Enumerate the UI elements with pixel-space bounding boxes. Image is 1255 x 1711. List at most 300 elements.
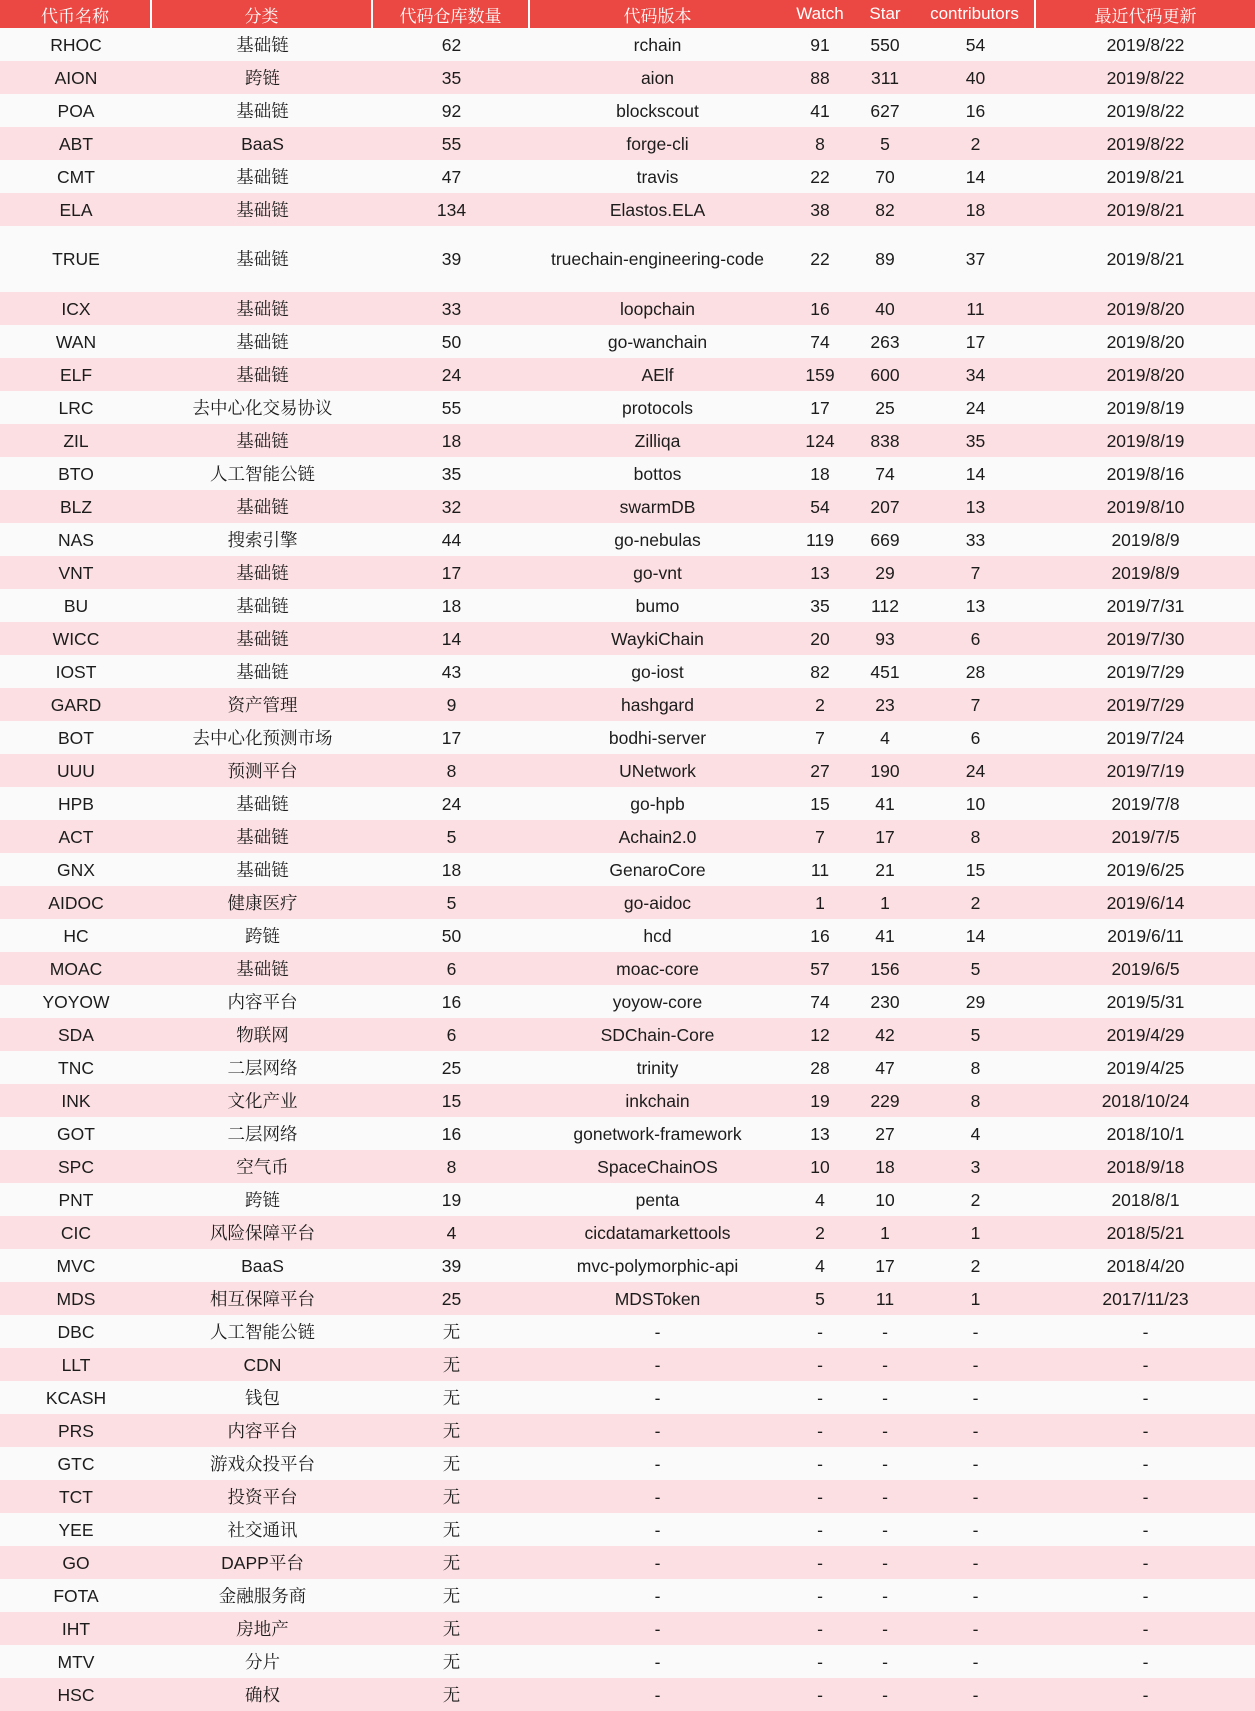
cell-contributors: - — [972, 1552, 979, 1573]
cell-repo-count: 18 — [441, 595, 462, 616]
cell-repo-count: 无 — [442, 1618, 461, 1639]
cell-repo-count: 43 — [441, 661, 462, 682]
cell-updated: 2019/8/20 — [1106, 298, 1185, 319]
cell-star: 47 — [875, 1057, 895, 1078]
cell-star: 40 — [875, 298, 895, 319]
cell-watch: 38 — [810, 199, 830, 220]
cell-repo-count: 25 — [441, 1057, 462, 1078]
cell-token: ZIL — [63, 430, 89, 451]
cell-category: 基础链 — [236, 562, 289, 583]
cell-repo-count: 无 — [442, 1552, 461, 1573]
column-header-watch: Watch — [796, 4, 844, 23]
cell-updated: 2019/8/9 — [1111, 562, 1180, 583]
cell-star: - — [882, 1453, 888, 1474]
cell-token: BLZ — [59, 496, 93, 517]
cell-contributors: 8 — [970, 1090, 981, 1111]
cell-contributors: 17 — [965, 331, 986, 352]
cell-repo-count: 14 — [441, 628, 462, 649]
cell-repo-count: 无 — [442, 1387, 461, 1408]
table-row — [0, 556, 1255, 589]
table-row — [0, 1381, 1255, 1414]
cell-star: - — [882, 1354, 888, 1375]
cell-token: YOYOW — [42, 991, 110, 1012]
cell-repo-count: 8 — [446, 1156, 457, 1177]
cell-repo-name: Achain2.0 — [618, 826, 697, 847]
cell-repo-count: 无 — [442, 1354, 461, 1375]
cell-repo-name: - — [654, 1486, 661, 1507]
cell-star: 25 — [875, 397, 895, 418]
cell-repo-name: - — [654, 1453, 661, 1474]
cell-repo-count: 62 — [441, 34, 462, 55]
cell-token: MDS — [56, 1288, 96, 1309]
table-row — [0, 754, 1255, 787]
cell-watch: 16 — [810, 925, 830, 946]
cell-repo-count: 33 — [441, 298, 462, 319]
cell-watch: 13 — [810, 562, 830, 583]
cell-contributors: - — [972, 1321, 979, 1342]
cell-repo-count: 92 — [441, 100, 462, 121]
cell-repo-name: mvc-polymorphic-api — [576, 1255, 739, 1276]
cell-updated: 2018/5/21 — [1106, 1222, 1185, 1243]
cell-star: - — [882, 1585, 888, 1606]
cell-repo-count: 5 — [446, 892, 457, 913]
column-header-category: 分类 — [152, 0, 373, 28]
cell-repo-name: hcd — [643, 925, 672, 946]
cell-updated: - — [1142, 1519, 1149, 1540]
cell-repo-count: 无 — [442, 1651, 461, 1672]
cell-watch: 19 — [810, 1090, 830, 1111]
cell-repo-name: AElf — [641, 364, 674, 385]
cell-contributors: 18 — [965, 199, 986, 220]
cell-token: TNC — [58, 1057, 94, 1078]
cell-star: 1 — [880, 892, 890, 913]
cell-category: 投资平台 — [227, 1486, 298, 1507]
cell-watch: 27 — [810, 760, 830, 781]
table-row — [0, 820, 1255, 853]
cell-token: KCASH — [45, 1387, 107, 1408]
cell-repo-name: loopchain — [620, 298, 695, 319]
cell-updated: 2019/7/30 — [1106, 628, 1185, 649]
table-row — [0, 325, 1255, 358]
cell-watch: 54 — [810, 496, 830, 517]
cell-repo-name: penta — [635, 1189, 680, 1210]
cell-contributors: 33 — [965, 529, 986, 550]
cell-category: 基础链 — [236, 331, 289, 352]
cell-contributors: 1 — [970, 1222, 981, 1243]
table-row — [0, 61, 1255, 94]
table-row — [0, 391, 1255, 424]
cell-token: IOST — [55, 661, 97, 682]
cell-updated: - — [1142, 1321, 1149, 1342]
cell-star: 11 — [875, 1288, 895, 1309]
cell-repo-count: 9 — [446, 694, 457, 715]
cell-updated: 2018/9/18 — [1106, 1156, 1185, 1177]
table-row — [0, 457, 1255, 490]
cell-contributors: - — [972, 1618, 979, 1639]
cell-updated: 2019/8/20 — [1106, 331, 1185, 352]
cell-repo-count: 18 — [441, 859, 462, 880]
cell-token: YEE — [58, 1519, 94, 1540]
cell-contributors: - — [972, 1387, 979, 1408]
cell-contributors: 11 — [966, 298, 985, 319]
cell-star: 600 — [870, 364, 900, 385]
cell-repo-count: 6 — [446, 958, 457, 979]
cell-watch: 82 — [810, 661, 830, 682]
cell-repo-count: 无 — [442, 1420, 461, 1441]
cell-watch: - — [817, 1354, 823, 1375]
cell-watch: - — [817, 1651, 823, 1672]
cell-contributors: 14 — [965, 925, 986, 946]
cell-star: - — [882, 1519, 888, 1540]
cell-updated: 2018/4/20 — [1106, 1255, 1185, 1276]
cell-token: AION — [54, 67, 98, 88]
cell-repo-name: - — [654, 1585, 661, 1606]
cell-repo-count: 无 — [442, 1321, 461, 1342]
table-row — [0, 853, 1255, 886]
cell-star: - — [882, 1684, 888, 1705]
cell-star: 627 — [870, 100, 900, 121]
cell-repo-count: 15 — [441, 1090, 462, 1111]
table-row — [0, 1018, 1255, 1051]
cell-star: 229 — [870, 1090, 900, 1111]
cell-watch: 4 — [815, 1189, 825, 1210]
cell-token: VNT — [58, 562, 94, 583]
cell-contributors: - — [972, 1420, 979, 1441]
cell-watch: 74 — [810, 331, 830, 352]
table-body — [0, 28, 1255, 1711]
cell-repo-name: SDChain-Core — [600, 1024, 715, 1045]
cell-star: 17 — [875, 1255, 895, 1276]
cell-category: 内容平台 — [227, 1420, 298, 1441]
cell-watch: 7 — [815, 826, 825, 847]
cell-watch: - — [817, 1420, 823, 1441]
cell-star: 1 — [880, 1222, 890, 1243]
cell-repo-count: 32 — [441, 496, 462, 517]
cell-repo-count: 6 — [446, 1024, 457, 1045]
table-row — [0, 1546, 1255, 1579]
cell-token: CMT — [57, 166, 95, 187]
cell-repo-count: 35 — [441, 67, 462, 88]
cell-category: 金融服务商 — [218, 1585, 307, 1606]
cell-watch: 22 — [810, 249, 830, 269]
cell-updated: - — [1142, 1552, 1149, 1573]
cell-contributors: 34 — [965, 364, 986, 385]
cell-star: 190 — [870, 760, 900, 781]
cell-token: LRC — [58, 397, 94, 418]
cell-watch: 2 — [815, 1222, 825, 1243]
cell-updated: - — [1142, 1387, 1149, 1408]
cell-updated: 2019/7/8 — [1111, 793, 1180, 814]
cell-repo-name: bodhi-server — [608, 727, 707, 748]
cell-token: ICX — [61, 298, 91, 319]
cell-token: GARD — [50, 694, 102, 715]
cell-contributors: 35 — [965, 430, 986, 451]
cell-token: HPB — [58, 793, 94, 814]
table-row — [0, 1579, 1255, 1612]
cell-category: 基础链 — [236, 958, 289, 979]
table-row — [0, 1183, 1255, 1216]
cell-category: 内容平台 — [227, 991, 298, 1012]
cell-repo-name: - — [654, 1618, 661, 1639]
cell-category: 健康医疗 — [227, 892, 298, 913]
cell-category: 跨链 — [245, 925, 280, 946]
cell-star: - — [882, 1486, 888, 1507]
cell-updated: 2019/6/25 — [1106, 859, 1185, 880]
cell-contributors: - — [972, 1486, 979, 1507]
cell-token: AIDOC — [48, 892, 104, 913]
cell-updated: 2019/8/9 — [1111, 529, 1180, 550]
cell-watch: 12 — [810, 1024, 830, 1045]
cell-repo-count: 55 — [441, 397, 462, 418]
cell-star: 41 — [875, 793, 895, 814]
cell-token: HC — [63, 925, 89, 946]
cell-token: POA — [57, 100, 95, 121]
cell-star: 82 — [875, 199, 895, 220]
table-row — [0, 160, 1255, 193]
cell-token: ELA — [59, 199, 93, 220]
cell-updated: 2019/6/5 — [1111, 958, 1180, 979]
cell-repo-count: 47 — [441, 166, 462, 187]
table-row — [0, 1282, 1255, 1315]
cell-updated: 2019/4/29 — [1106, 1024, 1185, 1045]
cell-updated: 2019/5/31 — [1106, 991, 1185, 1012]
cell-token: MTV — [57, 1651, 95, 1672]
cell-updated: 2019/8/22 — [1106, 100, 1185, 121]
cell-category: 社交通讯 — [227, 1519, 298, 1540]
cell-updated: - — [1142, 1618, 1149, 1639]
cell-category: 房地产 — [236, 1618, 289, 1639]
cell-repo-count: 19 — [441, 1189, 462, 1210]
cell-category: BaaS — [241, 133, 284, 154]
cell-repo-name: rchain — [633, 34, 682, 55]
cell-contributors: 54 — [965, 34, 986, 55]
cell-watch: 13 — [810, 1123, 830, 1144]
cell-category: 基础链 — [236, 199, 289, 220]
cell-repo-count: 35 — [441, 463, 462, 484]
table-row — [0, 1051, 1255, 1084]
column-header-token-name: 代币名称 — [0, 0, 152, 28]
cell-category: 风险保障平台 — [210, 1222, 315, 1243]
cell-repo-name: truechain-engineering-code — [550, 249, 765, 269]
cell-repo-count: 无 — [442, 1453, 461, 1474]
cell-repo-name: Zilliqa — [634, 430, 681, 451]
cell-contributors: 24 — [965, 760, 986, 781]
cell-star: 263 — [870, 331, 900, 352]
cell-watch: 5 — [815, 1288, 825, 1309]
cell-contributors: 6 — [970, 628, 981, 649]
cell-updated: 2018/8/1 — [1111, 1189, 1180, 1210]
cell-token: RHOC — [50, 34, 102, 55]
cell-contributors: 4 — [970, 1123, 981, 1144]
cell-updated: 2019/7/5 — [1111, 826, 1180, 847]
cell-watch: 7 — [815, 727, 825, 748]
cell-watch: - — [817, 1585, 823, 1606]
table-header-row — [0, 0, 1255, 28]
table-row — [0, 1678, 1255, 1711]
table-row — [0, 94, 1255, 127]
table-row — [0, 886, 1255, 919]
cell-token: LLT — [61, 1354, 91, 1375]
cell-repo-name: go-wanchain — [607, 331, 708, 352]
column-header-contributors: contributors — [915, 0, 1036, 28]
cell-watch: 10 — [810, 1156, 830, 1177]
cell-watch: 8 — [815, 133, 825, 154]
cell-star: 669 — [870, 529, 900, 550]
cell-repo-name: GenaroCore — [609, 859, 706, 880]
cell-star: 156 — [870, 958, 900, 979]
cell-category: 人工智能公链 — [210, 463, 315, 484]
cell-category: 基础链 — [236, 166, 289, 187]
table-row — [0, 655, 1255, 688]
cell-updated: - — [1142, 1420, 1149, 1441]
cell-updated: 2019/8/21 — [1106, 166, 1185, 187]
cell-updated: 2019/8/19 — [1106, 430, 1185, 451]
cell-token: MOAC — [49, 958, 103, 979]
cell-updated: 2019/8/21 — [1106, 249, 1185, 269]
cell-star: - — [882, 1552, 888, 1573]
cell-watch: 41 — [810, 100, 830, 121]
cell-category: 物联网 — [236, 1024, 289, 1045]
cell-contributors: 16 — [965, 100, 986, 121]
cell-token: GO — [62, 1552, 90, 1573]
cell-contributors: 2 — [970, 1189, 981, 1210]
cell-contributors: 2 — [970, 1255, 981, 1276]
cell-watch: 16 — [810, 298, 830, 319]
cell-category: 相互保障平台 — [210, 1288, 315, 1309]
cell-repo-name: go-vnt — [633, 562, 682, 583]
cell-repo-name: gonetwork-framework — [573, 1123, 742, 1144]
cell-watch: 88 — [810, 67, 830, 88]
cell-star: 112 — [871, 595, 899, 616]
cell-updated: 2017/11/23 — [1102, 1288, 1189, 1309]
cell-category: 基础链 — [236, 34, 289, 55]
cell-contributors: 40 — [965, 67, 986, 88]
cell-repo-count: 16 — [441, 991, 462, 1012]
cell-category: 基础链 — [236, 628, 289, 649]
cell-repo-count: 8 — [446, 760, 457, 781]
cell-category: DAPP平台 — [221, 1552, 304, 1573]
cell-category: 空气币 — [236, 1156, 289, 1177]
column-header-star: Star — [869, 4, 901, 23]
table-row — [0, 424, 1255, 457]
cell-repo-name: swarmDB — [619, 496, 696, 517]
cell-contributors: 8 — [970, 1057, 981, 1078]
cell-updated: 2019/6/14 — [1106, 892, 1185, 913]
cell-token: GNX — [57, 859, 95, 880]
cell-star: 93 — [875, 628, 895, 649]
cell-watch: - — [817, 1321, 823, 1342]
cell-updated: - — [1142, 1585, 1149, 1606]
cell-category: 资产管理 — [227, 694, 298, 715]
cell-star: 29 — [875, 562, 895, 583]
cell-contributors: 28 — [965, 661, 986, 682]
cell-star: 230 — [870, 991, 900, 1012]
cell-repo-count: 无 — [442, 1519, 461, 1540]
cell-token: ABT — [58, 133, 94, 154]
cell-repo-name: blockscout — [616, 100, 699, 121]
cell-contributors: 3 — [970, 1156, 981, 1177]
cell-repo-name: Elastos.ELA — [609, 199, 706, 220]
cell-star: 23 — [875, 694, 895, 715]
cell-updated: 2019/8/10 — [1106, 496, 1185, 517]
cell-updated: 2019/8/22 — [1106, 67, 1185, 88]
cell-star: 74 — [875, 463, 895, 484]
cell-updated: - — [1142, 1684, 1149, 1705]
cell-category: 游戏众投平台 — [210, 1453, 315, 1474]
cell-contributors: 5 — [970, 958, 981, 979]
cell-token: GTC — [57, 1453, 95, 1474]
cell-repo-name: - — [654, 1387, 661, 1408]
cell-token: ELF — [59, 364, 93, 385]
cell-category: 基础链 — [236, 661, 289, 682]
cell-contributors: - — [972, 1684, 979, 1705]
cell-token: WAN — [55, 331, 97, 352]
cell-repo-count: 24 — [441, 364, 462, 385]
cell-category: CDN — [243, 1354, 282, 1375]
cell-star: - — [882, 1387, 888, 1408]
cell-watch: - — [817, 1552, 823, 1573]
cell-updated: 2019/7/19 — [1106, 760, 1185, 781]
cell-repo-name: yoyow-core — [612, 991, 703, 1012]
column-header-last-update: 最近代码更新 — [1094, 6, 1197, 26]
cell-watch: 35 — [810, 595, 830, 616]
cell-updated: - — [1142, 1354, 1149, 1375]
cell-token: DBC — [57, 1321, 95, 1342]
cell-repo-name: MDSToken — [614, 1288, 701, 1309]
cell-watch: - — [817, 1453, 823, 1474]
cell-category: 确权 — [245, 1684, 280, 1705]
cell-contributors: 15 — [965, 859, 986, 880]
cell-repo-name: go-iost — [631, 661, 684, 682]
cell-star: 207 — [870, 496, 900, 517]
cell-repo-name: aion — [640, 67, 675, 88]
table-row — [0, 523, 1255, 556]
cell-star: 451 — [870, 661, 900, 682]
cell-star: 70 — [875, 166, 895, 187]
cell-repo-name: - — [654, 1552, 661, 1573]
cell-watch: 20 — [810, 628, 830, 649]
cell-token: PRS — [58, 1420, 94, 1441]
cell-contributors: 5 — [970, 1024, 981, 1045]
table-row — [0, 721, 1255, 754]
cell-repo-name: trinity — [636, 1057, 679, 1078]
cell-watch: - — [817, 1684, 823, 1705]
cell-token: ACT — [58, 826, 94, 847]
cell-contributors: - — [972, 1453, 979, 1474]
table-row — [0, 1315, 1255, 1348]
table-row — [0, 1216, 1255, 1249]
table-row — [0, 1084, 1255, 1117]
cell-repo-name: travis — [636, 166, 679, 187]
cell-token: NAS — [58, 529, 94, 550]
cell-updated: 2019/8/20 — [1106, 364, 1185, 385]
cell-category: 跨链 — [245, 1189, 280, 1210]
cell-watch: 124 — [805, 430, 835, 451]
cell-watch: 1 — [815, 892, 825, 913]
cell-category: 搜索引擎 — [227, 529, 298, 550]
table-row — [0, 787, 1255, 820]
table-row — [0, 1117, 1255, 1150]
cell-star: - — [882, 1420, 888, 1441]
cell-repo-count: 25 — [441, 1288, 462, 1309]
table-row — [0, 1414, 1255, 1447]
cell-category: 基础链 — [236, 364, 289, 385]
cell-repo-count: 50 — [441, 925, 462, 946]
table-row — [0, 919, 1255, 952]
cell-token: HSC — [57, 1684, 95, 1705]
cell-watch: 159 — [805, 364, 835, 385]
cell-star: 17 — [875, 826, 895, 847]
